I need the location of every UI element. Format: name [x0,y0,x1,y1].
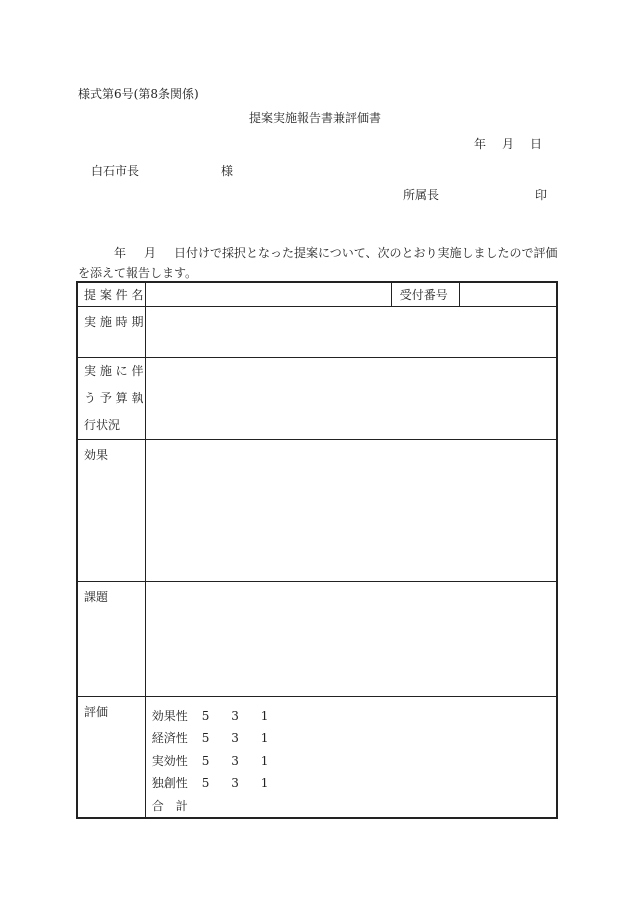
budget-field[interactable] [145,357,557,439]
proposal-name-field[interactable] [145,282,391,306]
issues-row [77,581,557,696]
effect-field[interactable] [145,439,557,581]
evaluation-item-name: 効果性 [151,708,188,723]
implementation-period-row [77,306,557,357]
intro-month: 月 [144,246,157,260]
honorific: 様 [221,164,234,178]
implementation-period-label: 実 施 時 期 [77,306,145,357]
addressee-name: 白石市長 [91,164,140,178]
evaluation-item-name: 独創性 [151,776,188,790]
intro-year: 年 [114,246,127,260]
evaluation-item [152,705,556,728]
evaluation-item-name: 経済性 [151,731,188,745]
evaluation-label: 評価 [77,696,145,818]
date-day: 日 [530,137,543,151]
date-month: 月 [502,137,515,151]
intro-paragraph [78,243,558,283]
evaluation-item [152,727,556,750]
proposal-name-row [77,282,557,306]
report-form-table [76,281,558,819]
issues-field[interactable] [145,581,557,696]
issues-label: 課題 [77,581,145,696]
budget-label-line: 行状況 [84,417,121,432]
budget-row [77,357,557,439]
affiliation-head: 所属長 [403,188,440,202]
evaluation-item [152,750,556,773]
evaluation-item-name: 実効性 [151,753,188,768]
implementation-period-field[interactable] [145,306,557,357]
evaluation-item-scores[interactable]: 5 3 1 [201,753,278,768]
evaluation-item-scores[interactable]: 5 3 1 [201,708,278,723]
date-year: 年 [474,137,487,151]
proposal-name-label: 提 案 件 名 [77,282,145,306]
document-title: 提案実施報告書兼評価書 [248,111,381,125]
budget-label-line: 実 施 に 伴 [84,363,144,378]
effect-row [77,439,557,581]
addressee [91,164,233,178]
evaluation-row [77,696,557,818]
intro-text: 日付けで採択となった提案について、次のとおり実施しましたので評価を添えて報告します。 [78,246,558,280]
evaluation-field[interactable] [145,696,557,818]
form-number: 様式第6号(第8条関係) [78,87,199,101]
evaluation-total: 合 計 [151,798,188,813]
evaluation-item [152,772,556,795]
affiliation-line [403,188,547,202]
budget-label-line: う 予 算 執 [84,390,144,405]
evaluation-item-scores[interactable]: 5 3 1 [201,731,278,745]
evaluation-item-scores[interactable]: 5 3 1 [201,776,278,790]
receipt-number-field[interactable] [460,282,557,306]
date-line [474,137,558,151]
seal-mark: 印 [535,188,548,202]
receipt-number-label: 受付番号 [391,282,459,306]
effect-label: 効果 [77,439,145,581]
budget-label [77,357,145,439]
